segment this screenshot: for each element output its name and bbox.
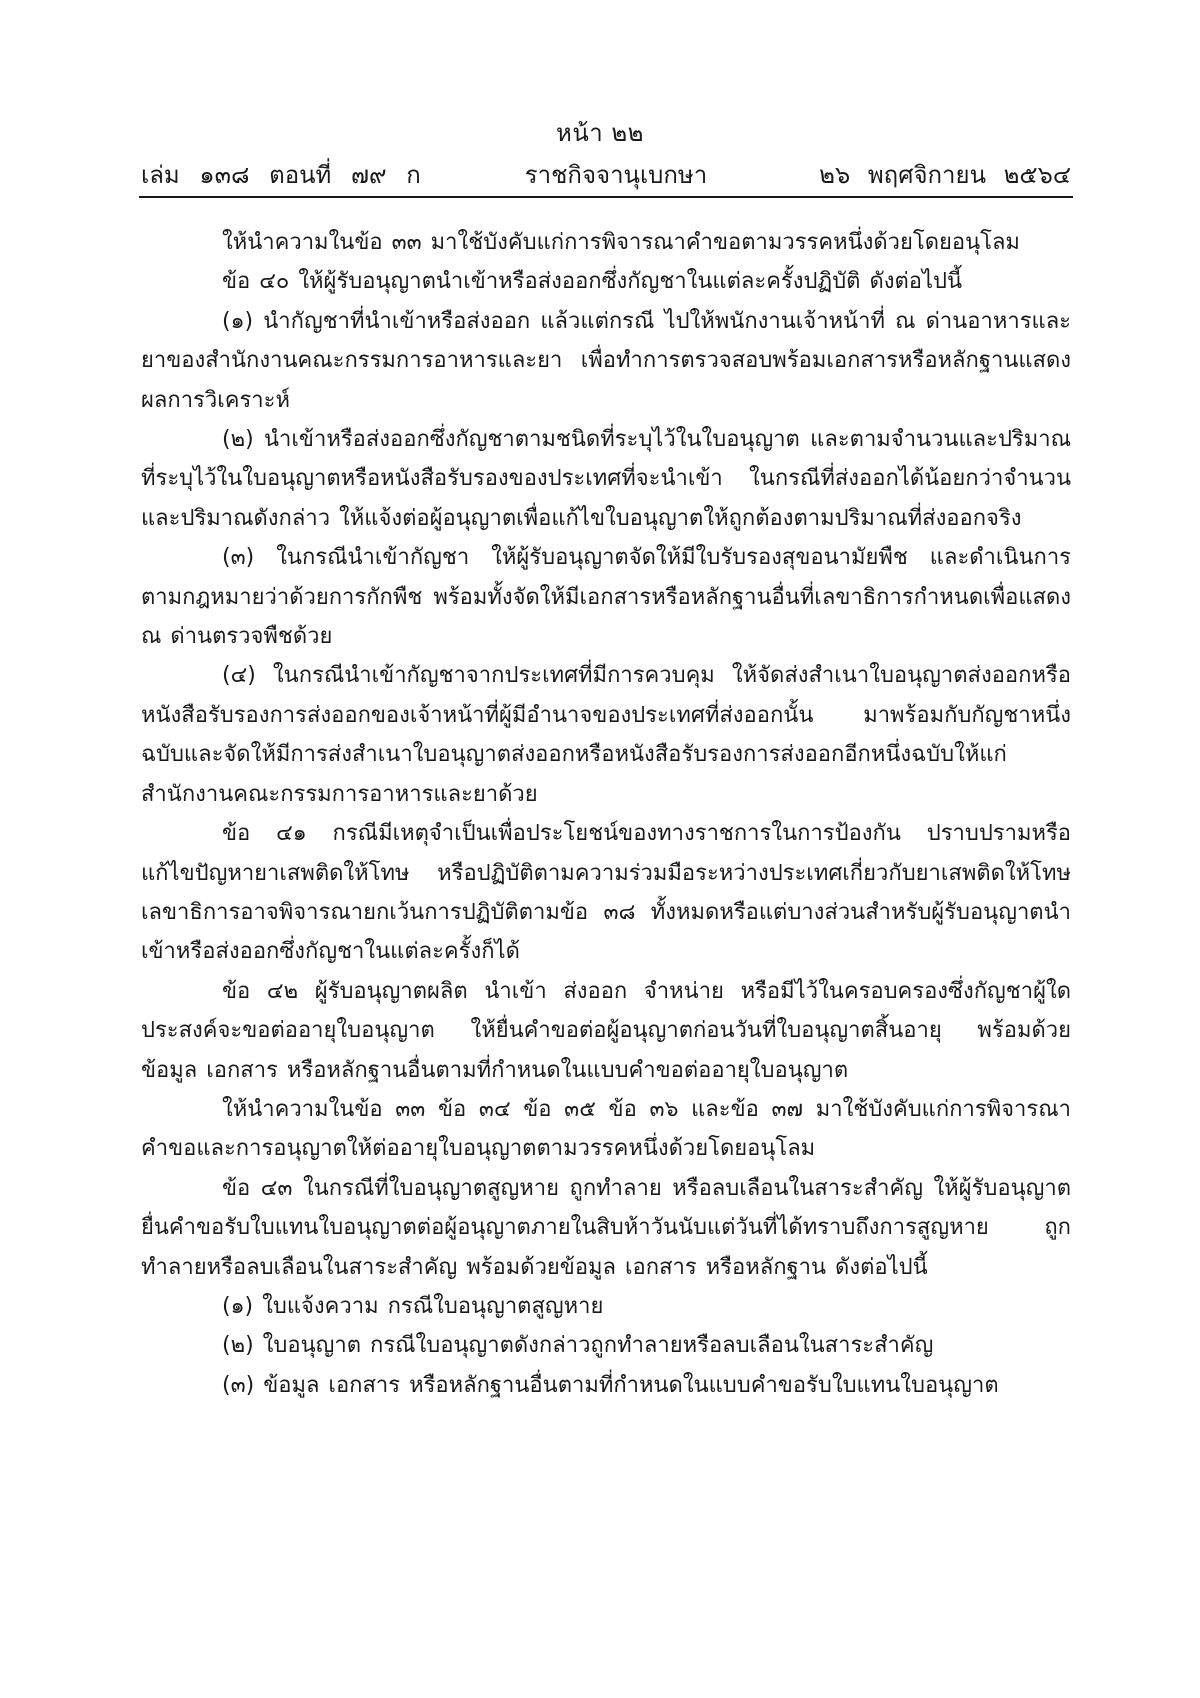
paragraph: ข้อ ๔๓ ในกรณีที่ใบอนุญาตสูญหาย ถูกทำลาย หรือลบเลือนในสาระสำคัญ ให้ผู้รับอนุญาตยื่นคำขอรับใบแทนใบอนุญาตต่อผู้อนุญาตภายในสิบห้าวันนับแต่วันที่ได้ทราบถึงการสูญหาย ถูกทำลายหรือลบเลือนในสาระสำคัญ พร้อมด้วยข้อมูล เอกสาร หรือหลักฐาน ดังต่อไปนี้ bbox=[141, 1175, 1071, 1280]
header-rule bbox=[139, 196, 1073, 198]
page-header bbox=[141, 158, 1071, 192]
publication-title: ราชกิจจานุเบกษา bbox=[524, 161, 708, 189]
paragraph: (๔) ในกรณีนำเข้ากัญชาจากประเทศที่มีการควบคุม ให้จัดส่งสำเนาใบอนุญาตส่งออกหรือหนังสือรับรองการส่งออกของเจ้าหน้าที่ผู้มีอำนาจของประเทศที่ส่งออกนั้น มาพร้อมกับกัญชาหนึ่งฉบับและจัดให้มีการส่งสำเนาใบอนุญาตส่งออกหรือหนังสือรับรองการส่งออกอีกหนึ่งฉบับให้แก่สำนักงานคณะกรรมการอาหารและยาด้วย bbox=[141, 663, 1071, 807]
paragraph: (๑) นำกัญชาที่นำเข้าหรือส่งออก แล้วแต่กรณี ไปให้พนักงานเจ้าหน้าที่ ณ ด่านอาหารและยาของสำนักงานคณะกรรมการอาหารและยา เพื่อทำการตรวจสอบพร้อมเอกสารหรือหลักฐานแสดงผลการวิเคราะห์ bbox=[141, 308, 1071, 413]
volume-issue: เล่ม ๑๓๘ ตอนที่ ๗๙ ก bbox=[141, 161, 421, 189]
paragraph: ข้อ ๔๑ กรณีมีเหตุจำเป็นเพื่อประโยชน์ของทางราชการในการป้องกัน ปราบปรามหรือแก้ไขปัญหายาเสพติดให้โทษ หรือปฏิบัติตามความร่วมมือระหว่างประเทศเกี่ยวกับยาเสพติดให้โทษเลขาธิการอาจพิจารณายกเว้นการปฏิบัติตามข้อ ๓๘ ทั้งหมดหรือแต่บางส่วนสำหรับผู้รับอนุญาตนำเข้าหรือส่งออกซึ่งกัญชาในแต่ละครั้งก็ได้ bbox=[141, 821, 1071, 965]
paragraph: ให้นำความในข้อ ๓๓ มาใช้บังคับแก่การพิจารณาคำขอตามวรรคหนึ่งด้วยโดยอนุโลม bbox=[222, 230, 1020, 255]
paragraph: (๓) ข้อมูล เอกสาร หรือหลักฐานอื่นตามที่กำหนดในแบบคำขอรับใบแทนใบอนุญาต bbox=[222, 1372, 999, 1398]
paragraph: (๒) ใบอนุญาต กรณีใบอนุญาตดังกล่าวถูกทำลายหรือลบเลือนในสาระสำคัญ bbox=[222, 1333, 934, 1359]
paragraph: (๑) ใบแจ้งความ กรณีใบอนุญาตสูญหาย bbox=[222, 1293, 604, 1319]
page-number: หน้า ๒๒ bbox=[556, 119, 644, 147]
publication-date: ๒๖ พฤศจิกายน ๒๕๖๔ bbox=[819, 161, 1071, 189]
paragraph: ข้อ ๔๐ ให้ผู้รับอนุญาตนำเข้าหรือส่งออกซึ่งกัญชาในแต่ละครั้งปฏิบัติ ดังต่อไปนี้ bbox=[222, 269, 963, 295]
paragraph: (๒) นำเข้าหรือส่งออกซึ่งกัญชาตามชนิดที่ระบุไว้ในใบอนุญาต และตามจำนวนและปริมาณที่ระบุไว้ในใบอนุญาตหรือหนังสือรับรองของประเทศที่จะนำเข้า ในกรณีที่ส่งออกได้น้อยกว่าจำนวนและปริมาณดังกล่าว ให้แจ้งต่อผู้อนุญาตเพื่อแก้ไขใบอนุญาตให้ถูกต้องตามปริมาณที่ส่งออกจริง bbox=[141, 427, 1071, 531]
document-body bbox=[141, 223, 1071, 1405]
paragraph: ให้นำความในข้อ ๓๓ ข้อ ๓๔ ข้อ ๓๕ ข้อ ๓๖ และข้อ ๓๗ มาใช้บังคับแก่การพิจารณาคำขอและการอนุญาตให้ต่ออายุใบอนุญาตตามวรรคหนึ่งด้วยโดยอนุโลม bbox=[141, 1096, 1071, 1162]
paragraph: (๓) ในกรณีนำเข้ากัญชา ให้ผู้รับอนุญาตจัดให้มีใบรับรองสุขอนามัยพืช และดำเนินการตามกฎหมายว่าด้วยการกักพืช พร้อมทั้งจัดให้มีเอกสารหรือหลักฐานอื่นที่เลขาธิการกำหนดเพื่อแสดง ณ ด่านตรวจพืชด้วย bbox=[141, 545, 1071, 650]
paragraph: ข้อ ๔๒ ผู้รับอนุญาตผลิต นำเข้า ส่งออก จำหน่าย หรือมีไว้ในครอบครองซึ่งกัญชาผู้ใดประสงค์จะขอต่ออายุใบอนุญาต ให้ยื่นคำขอต่อผู้อนุญาตก่อนวันที่ใบอนุญาตสิ้นอายุ พร้อมด้วยข้อมูล เอกสาร หรือหลักฐานอื่นตามที่กำหนดในแบบคำขอต่ออายุใบอนุญาต bbox=[141, 978, 1071, 1083]
